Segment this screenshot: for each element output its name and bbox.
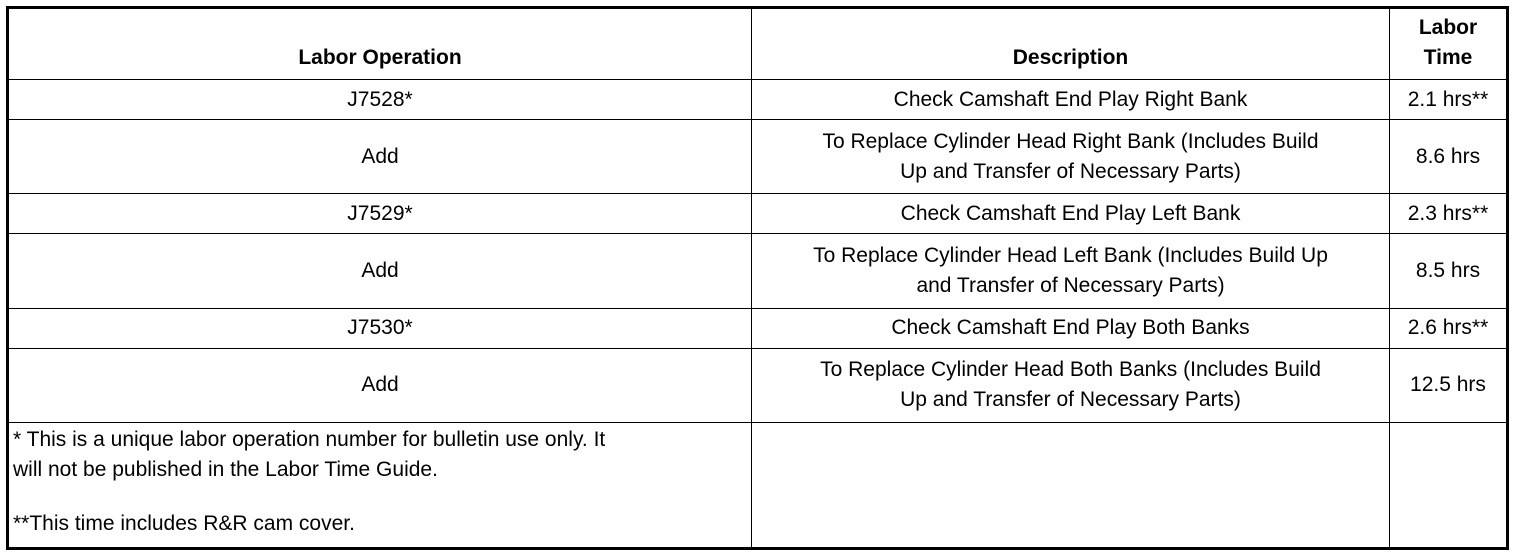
description-cell: Check Camshaft End Play Both Banks: [752, 308, 1390, 348]
footnote-cell: [8, 422, 752, 548]
description-cell: [752, 120, 1390, 194]
time-cell: 2.1 hrs**: [1390, 80, 1508, 120]
description-line-2: Up and Transfer of Necessary Parts): [900, 159, 1241, 183]
table-header-row: [8, 8, 1508, 80]
empty-time-cell: [1390, 422, 1508, 548]
footnote-row: [8, 422, 1508, 548]
time-cell: 12.5 hrs: [1390, 348, 1508, 422]
header-labor-operation: Labor Operation: [8, 8, 752, 80]
empty-description-cell: [752, 422, 1390, 548]
labor-time-table: [6, 6, 1509, 550]
description-cell: Check Camshaft End Play Left Bank: [752, 194, 1390, 234]
table-row: [8, 234, 1508, 308]
time-cell: 2.6 hrs**: [1390, 308, 1508, 348]
description-cell: [752, 234, 1390, 308]
operation-cell: J7529*: [8, 194, 752, 234]
header-labor-time: [1390, 8, 1508, 80]
time-cell: 8.6 hrs: [1390, 120, 1508, 194]
footnote-spacer: [13, 485, 747, 509]
operation-cell: J7530*: [8, 308, 752, 348]
time-cell: 8.5 hrs: [1390, 234, 1508, 308]
table-row: [8, 308, 1508, 348]
footnote-1-line-2: will not be published in the Labor Time Guide.: [13, 457, 438, 481]
table-row: [8, 80, 1508, 120]
description-line-2: Up and Transfer of Necessary Parts): [900, 388, 1241, 412]
description-line-1: To Replace Cylinder Head Right Bank (Includes Build: [822, 129, 1319, 153]
operation-cell: Add: [8, 120, 752, 194]
footnote-2: **This time includes R&R cam cover.: [13, 511, 355, 535]
description-cell: [752, 348, 1390, 422]
operation-cell: Add: [8, 348, 752, 422]
footnote-1-line-1: * This is a unique labor operation number for bulletin use only. It: [13, 427, 606, 451]
header-description: Description: [752, 8, 1390, 80]
table-row: [8, 194, 1508, 234]
time-cell: 2.3 hrs**: [1390, 194, 1508, 234]
description-line-1: To Replace Cylinder Head Left Bank (Includes Build Up: [813, 243, 1328, 267]
description-line-1: To Replace Cylinder Head Both Banks (Includes Build: [820, 358, 1321, 382]
table-row: [8, 120, 1508, 194]
table-row: [8, 348, 1508, 422]
description-line-2: and Transfer of Necessary Parts): [916, 273, 1225, 297]
header-labor-time-line2: Time: [1423, 46, 1473, 70]
description-cell: Check Camshaft End Play Right Bank: [752, 80, 1390, 120]
operation-cell: J7528*: [8, 80, 752, 120]
operation-cell: Add: [8, 234, 752, 308]
header-labor-time-line1: Labor: [1418, 16, 1478, 40]
